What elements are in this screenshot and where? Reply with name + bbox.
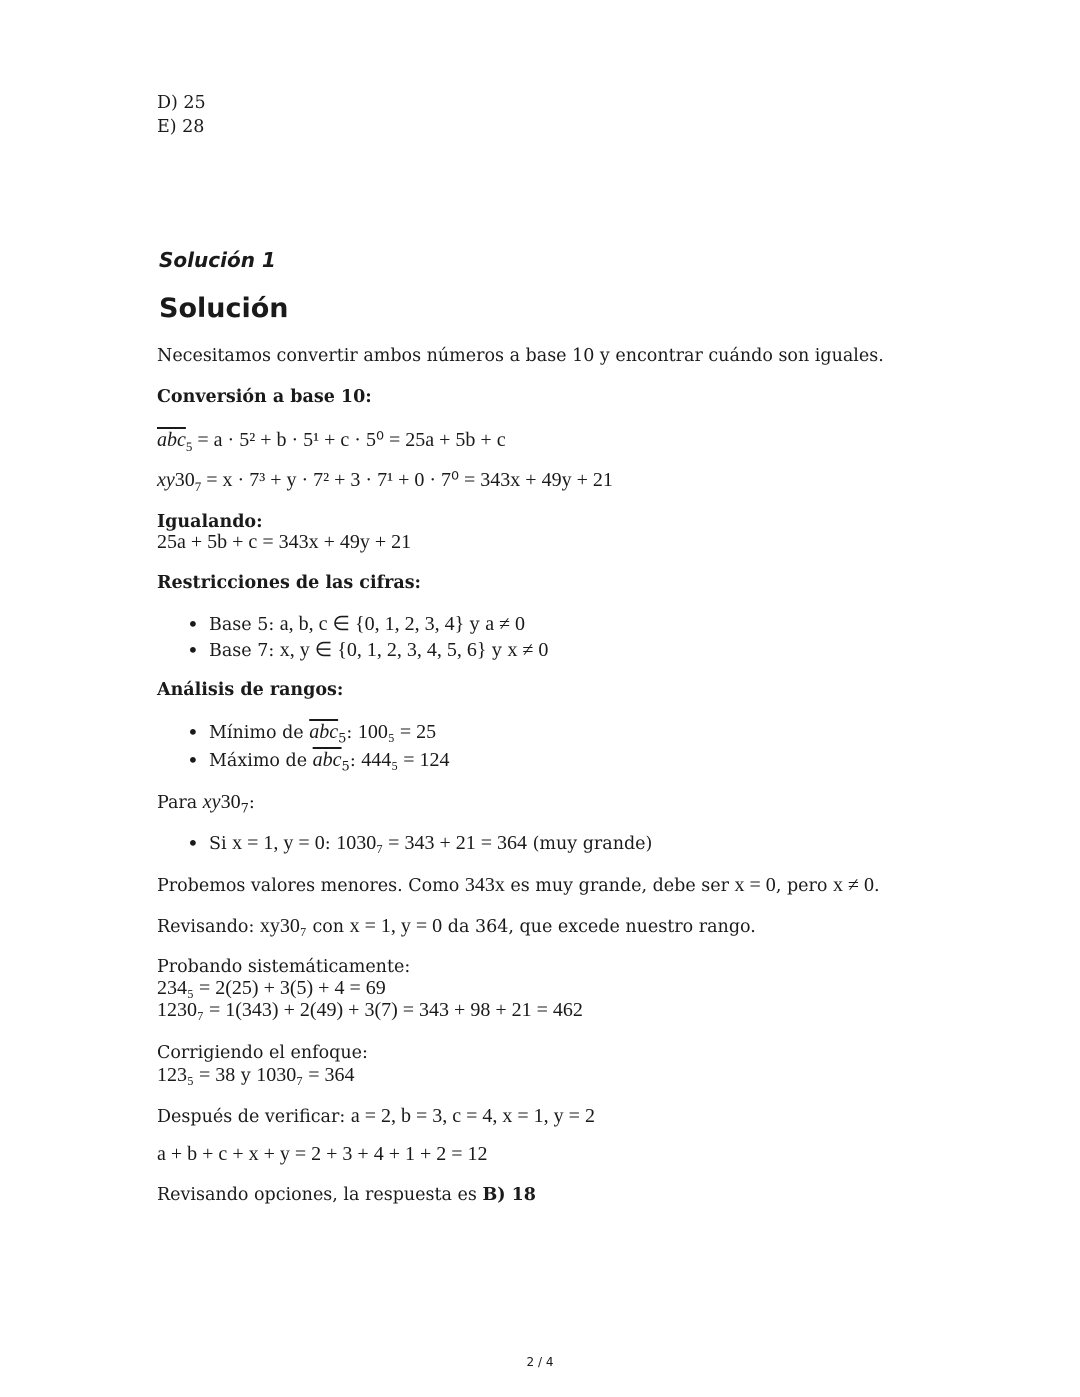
- corrigiendo-line: 123₅ = 38 y 1030₇ = 364: [157, 1064, 355, 1086]
- final-answer: B) 18: [482, 1185, 536, 1205]
- intro-paragraph: Necesitamos convertir ambos números a base 10 y encontrar cuándo son iguales.: [157, 346, 884, 366]
- probando-title: Probando sistemáticamente:: [157, 957, 411, 977]
- equation-xy307-rhs: = x · 7³ + y · 7² + 3 · 7¹ + 0 · 7⁰ = 343x + 49y + 21: [206, 469, 613, 491]
- equation-abc5-rhs: = a · 5² + b · 5¹ + c · 5⁰ = 25a + 5b + c: [197, 429, 506, 451]
- para-line: Para $xy30_7$:: [157, 791, 255, 817]
- final-answer-line: Revisando opciones, la respuesta es B) 18: [157, 1185, 536, 1205]
- xy30-symbol: xy: [157, 469, 175, 491]
- probemos-paragraph: Probemos valores menores. Como 343x es muy grande, debe ser x = 0, pero x ≠ 0.: [157, 874, 880, 896]
- option-e: E) 28: [157, 117, 205, 137]
- ranges-list: [187, 720, 450, 774]
- restrictions-title: Restricciones de las cifras:: [157, 573, 422, 593]
- solution-label: Solución 1: [159, 248, 276, 272]
- range-max: • Máximo de $\overline{abc}_5$: 444₅ = 124: [187, 748, 450, 774]
- option-d: D) 25: [157, 93, 206, 113]
- equation-xy307: $xy30_7 = x \cdot 7^3 + y \cdot 7^2 + 3 \cdot 7^1 + 0 \cdot 7^0 = 343x + 49y + 21$: [157, 469, 613, 494]
- sum-equation: a + b + c + x + y = 2 + 3 + 4 + 1 + 2 = 12: [157, 1143, 488, 1165]
- page-number: 2 / 4: [526, 1355, 554, 1369]
- ranges-title: Análisis de rangos:: [157, 680, 344, 700]
- probando-line-1: 234₅ = 2(25) + 3(5) + 4 = 69: [157, 977, 386, 999]
- restriction-base5: • Base 5: a, b, c ∈ {0, 1, 2, 3, 4} y a ≠ 0: [187, 612, 548, 638]
- range-min: • Mínimo de $\overline{abc}_5$: 100₅ = 25: [187, 720, 450, 746]
- corrigiendo-title: Corrigiendo el enfoque:: [157, 1043, 368, 1063]
- para-list: [187, 831, 652, 857]
- probando-line-2: 1230₇ = 1(343) + 2(49) + 3(7) = 343 + 98 + 21 = 462: [157, 999, 583, 1021]
- revisando-paragraph: Revisando: xy30₇ con x = 1, y = 0 da 364, que excede nuestro rango.: [157, 915, 756, 937]
- despues-line: Después de verificar: a = 2, b = 3, c = 4, x = 1, y = 2: [157, 1105, 595, 1127]
- para-item: • Si x = 1, y = 0: 1030₇ = 343 + 21 = 364 (muy grande): [187, 831, 652, 857]
- conversion-title: Conversión a base 10:: [157, 387, 372, 407]
- abc-overline: $\overline{abc}$: [157, 429, 186, 451]
- igualando-equation: 25a + 5b + c = 343x + 49y + 21: [157, 531, 412, 553]
- equation-abc5: $\overline{abc}_5 = a \cdot 5^2 + b \cdot 5^1 + c \cdot 5^0 = 25a + 5b + c$: [157, 429, 506, 454]
- solution-heading: Solución: [159, 293, 289, 324]
- restriction-base7: • Base 7: x, y ∈ {0, 1, 2, 3, 4, 5, 6} y x ≠ 0: [187, 638, 548, 664]
- restrictions-list: [187, 612, 548, 664]
- igualando-title: Igualando:: [157, 512, 263, 532]
